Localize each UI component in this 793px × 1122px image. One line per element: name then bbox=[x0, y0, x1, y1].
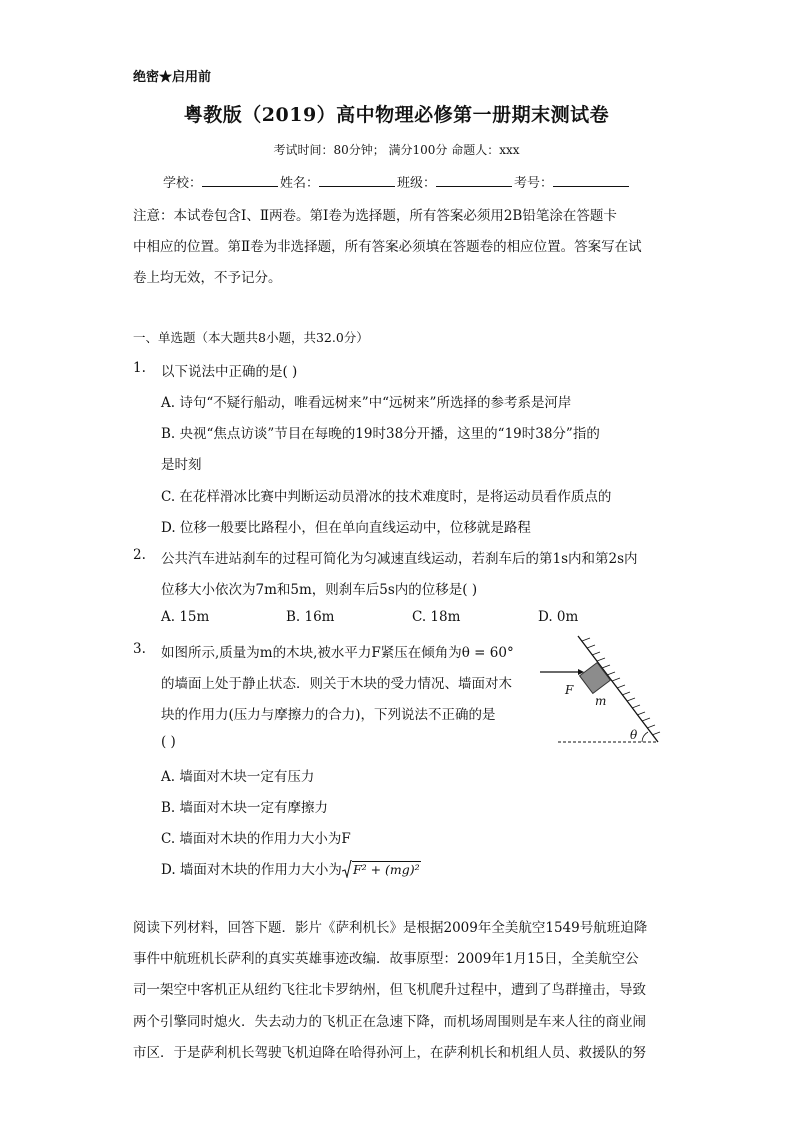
notice-line-1: 注意：本试卷包含Ⅰ、Ⅱ两卷。第Ⅰ卷为选择题，所有答案必须用2B铅笔涂在答题卡 bbox=[133, 208, 617, 224]
reading-line-3: 司一架空中客机正从纽约飞往北卡罗纳州，但飞机爬升过程中，遭到了鸟群撞击，导致 bbox=[133, 982, 646, 998]
option-a: A. 墙面对木块一定有压力 bbox=[161, 769, 315, 785]
number-label: 考号： bbox=[514, 176, 554, 191]
option-c: C. 在花样滑冰比赛中判断运动员滑冰的技术难度时，是将运动员看作质点的 bbox=[161, 489, 612, 505]
option-c: C. 墙面对木块的作用力大小为F bbox=[161, 831, 351, 847]
reading-line-2: 事件中航班机长萨利的真实英雄事迹改编．故事原型：2009年1月15日，全美航空公 bbox=[133, 951, 639, 967]
number-blank[interactable] bbox=[553, 174, 629, 187]
reading-line-4: 两个引擎同时熄火．失去动力的飞机正在急速下降，而机场周围则是车来人往的商业闹 bbox=[133, 1014, 646, 1030]
school-label: 学校： bbox=[163, 176, 203, 191]
angle-label: θ bbox=[630, 728, 638, 742]
section-title: 一、单选题（本大题共8小题，共32.0分） bbox=[133, 330, 369, 345]
option-b: B. 16m bbox=[286, 609, 335, 625]
question-stem: 公共汽车进站刹车的过程可简化为匀减速直线运动，若刹车后的第1s内和第2s内 bbox=[161, 551, 638, 567]
question-number: 3. bbox=[133, 641, 146, 657]
option-b-continued: 是时刻 bbox=[161, 457, 202, 473]
question-stem-continued: 块的作用力(压力与摩擦力的合力)，下列说法不正确的是 bbox=[161, 707, 496, 723]
class-blank[interactable] bbox=[436, 174, 512, 187]
question-number: 1. bbox=[133, 360, 146, 376]
option-a: A. 15m bbox=[161, 609, 210, 625]
name-label: 姓名： bbox=[280, 176, 320, 191]
mass-label: m bbox=[595, 694, 607, 708]
option-b: B. 墙面对木块一定有摩擦力 bbox=[161, 800, 329, 816]
force-label: F bbox=[565, 683, 574, 697]
notice-line-2: 中相应的位置。第Ⅱ卷为非选择题，所有答案必须填在答题卷的相应位置。答案写在试 bbox=[133, 239, 642, 255]
reading-line-1: 阅读下列材料，回答下题．影片《萨利机长》是根据2009年全美航空1549号航班迫降 bbox=[133, 920, 648, 936]
block bbox=[580, 663, 611, 694]
question-stem-continued: 位移大小依次为7m和5m，则刹车后5s内的位移是( ) bbox=[161, 582, 478, 598]
question-stem: 如图所示,质量为m的木块,被水平力F紧压在倾角为θ = 60° bbox=[161, 645, 514, 661]
page-title: 粤教版（2019）高中物理必修第一册期末测试卷 bbox=[183, 104, 610, 126]
student-info-fields bbox=[163, 172, 631, 191]
question-stem-continued: ( ) bbox=[161, 734, 176, 750]
option-c: C. 18m bbox=[412, 609, 461, 625]
school-blank[interactable] bbox=[202, 174, 278, 187]
option-d bbox=[161, 858, 421, 878]
question-stem-continued: 的墙面上处于静止状态．则关于木块的受力情况、墙面对木 bbox=[161, 676, 512, 692]
notice-line-3: 卷上均无效，不予记分。 bbox=[133, 270, 282, 286]
question-number: 2. bbox=[133, 547, 146, 563]
angle-arc bbox=[642, 732, 648, 742]
reading-line-5: 市区．于是萨利机长驾驶飞机迫降在哈得孙河上，在萨利机长和机组人员、救援队的努 bbox=[133, 1045, 646, 1061]
incline-wall-diagram bbox=[538, 632, 663, 747]
option-d: D. 位移一般要比路程小，但在单向直线运动中，位移就是路程 bbox=[161, 520, 531, 536]
option-d-text: D. 墙面对木块的作用力大小为 bbox=[161, 862, 342, 878]
sqrt-sign-icon bbox=[342, 860, 352, 878]
confidential-label: 绝密★启用前 bbox=[133, 70, 212, 85]
sqrt-formula bbox=[342, 862, 421, 877]
option-a: A. 诗句“不疑行船动，唯看远树来”中“远树来”所选择的参考系是河岸 bbox=[161, 395, 572, 411]
sqrt-radicand: F² + (mg)² bbox=[352, 862, 420, 877]
name-blank[interactable] bbox=[319, 174, 395, 187]
option-b: B. 央视“焦点访谈”节目在每晚的19时38分开播，这里的“19时38分”指的 bbox=[161, 426, 600, 442]
option-d: D. 0m bbox=[538, 609, 579, 625]
question-stem: 以下说法中正确的是( ) bbox=[161, 364, 298, 380]
exam-info: 考试时间：80分钟； 满分100分 命题人：xxx bbox=[273, 143, 520, 157]
class-label: 班级： bbox=[397, 176, 437, 191]
